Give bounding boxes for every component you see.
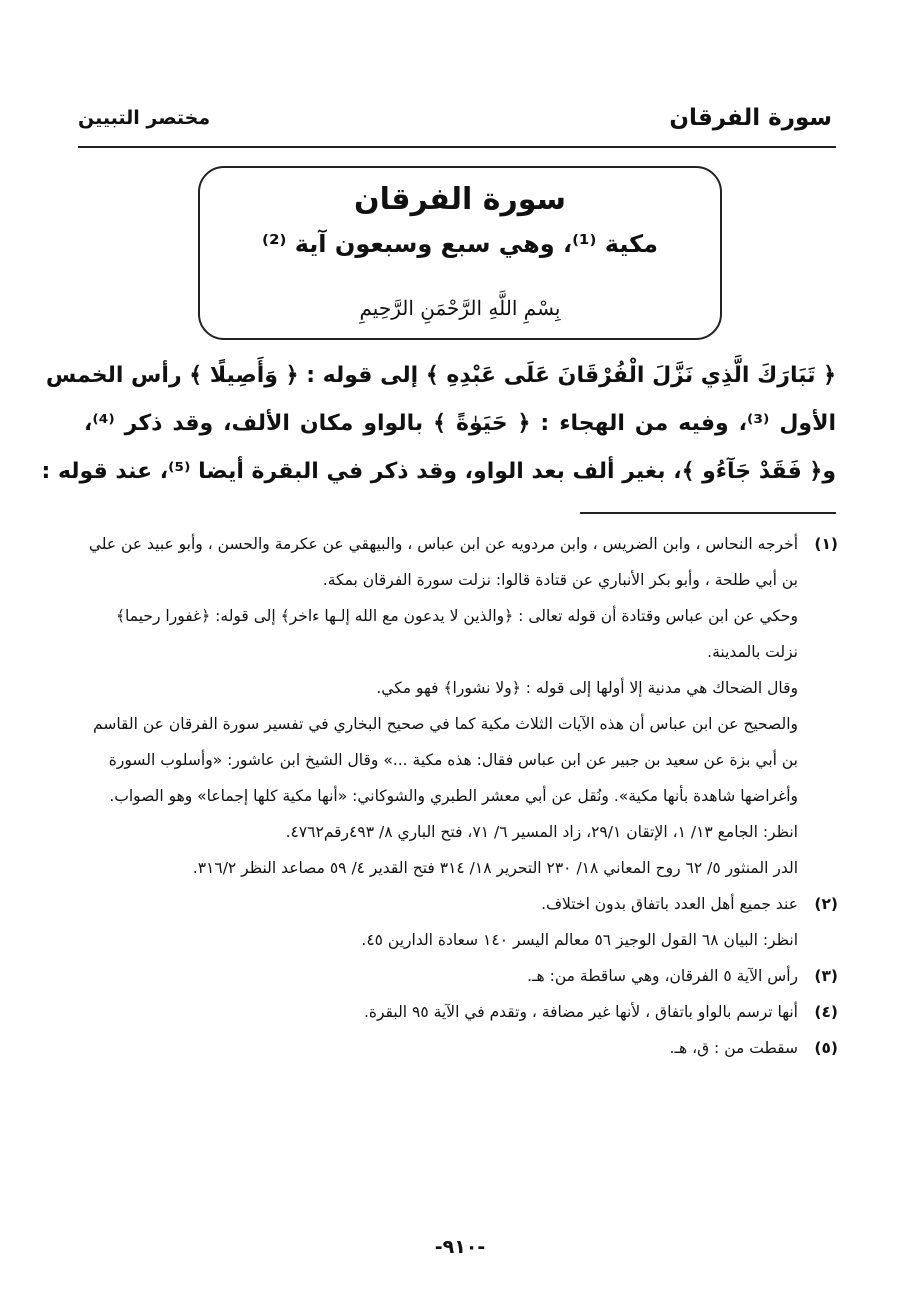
footnote-number: (٥) xyxy=(814,1039,838,1057)
footnote-paragraph: وقال الضحاك هي مدنية إلا أولها إلى قوله : ﴿ولا نشورا﴾ فهو مكي. xyxy=(376,679,798,697)
footnote-number: (٤) xyxy=(814,1003,838,1021)
footnote-3 xyxy=(80,958,838,994)
running-head xyxy=(78,98,832,138)
book-title-header: مختصر التبيين xyxy=(78,107,211,129)
surah-title: سورة الفرقان xyxy=(353,182,567,217)
footnote-paragraph: رأس الآية ٥ الفرقان، وهي ساقطة من: هـ. xyxy=(527,967,798,985)
footnote-paragraph: وحكي عن ابن عباس وقتادة أن قوله تعالى : ﴿والذين لا يدعون مع الله إلـها ءاخر﴾ إلى قوله: ﴿غفورا رحيما﴾ نزلت بالمدينة. xyxy=(115,607,798,661)
footnote-4 xyxy=(80,994,838,1030)
footnote-paragraph: الدر المنثور ٥/ ٦٢ روح المعاني ١٨/ ٢٣٠ التحرير ١٨/ ٣١٤ فتح القدير ٤/ ٥٩ مصاعد النظر ٣١٦/٢. xyxy=(192,859,798,877)
footnote-number: (٣) xyxy=(814,967,838,985)
footnotes xyxy=(80,526,838,1066)
footnote-paragraph: أخرجه النحاس ، وابن الضريس ، وابن مردويه عن ابن عباس ، والبيهقي عن عكرمة والحسن ، وأبو عبيد عن علي بن أبي طلحة ، وأبو بكر الأنباري عن قتادة قالوا: نزلت سورة الفرقان بمكة. xyxy=(88,535,798,589)
footnote-5 xyxy=(80,1030,838,1066)
header-divider xyxy=(78,146,836,148)
main-text-line: ﴿ تَبَارَكَ الَّذِي نَزَّلَ الْفُرْقَانَ عَلَى عَبْدِهِ ﴾ إلى قوله : ﴿ وَأَصِيلًا ﴾ رأس الخمس xyxy=(45,363,836,388)
page-number: -٩١٠- xyxy=(434,1236,486,1258)
surah-name-header: سورة الفرقان xyxy=(669,105,832,131)
basmala: بِسْمِ اللَّهِ الرَّحْمَنِ الرَّحِيمِ xyxy=(359,296,561,320)
surah-subtitle: مكية ⁽¹⁾، وهي سبع وسبعون آية ⁽²⁾ xyxy=(262,230,658,258)
footnote-paragraph: عند جميع أهل العدد باتفاق بدون اختلاف. xyxy=(541,895,798,913)
main-text-line: و﴿ فَقَدْ جَآءُو ﴾، بغير ألف بعد الواو، وقد ذكر في البقرة أيضا ⁽⁵⁾، عند قوله : xyxy=(41,459,836,484)
footnote-1 xyxy=(80,526,838,598)
main-text xyxy=(41,352,837,496)
footnote-paragraph: انظر: البيان ٦٨ القول الوجيز ٥٦ معالم اليسر ١٤٠ سعادة الدارين ٤٥. xyxy=(361,931,798,949)
footnote-paragraph: سقطت من : ق، هـ. xyxy=(669,1039,798,1057)
footnote-divider xyxy=(580,512,836,514)
footnote-number: (٢) xyxy=(814,895,838,913)
footnote-paragraph: والصحيح عن ابن عباس أن هذه الآيات الثلاث مكية كما في صحيح البخاري في تفسير سورة الفرقان عن القاسم بن أبي بزة عن سعيد بن جبير عن ابن عباس فقال: هذه مكية ...» وقال الشيخ ابن عاشور: «وأسلوب السورة وأغراضها شاهدة بأنها مكية». ونُقل عن أبي معشر الطبري والشوكاني: «أنها مكية كلها إجماعا» وهو الصواب. انظر: الجامع ١٣/ ١، الإتقان ٢٩/١، زاد المسير ٦/ ٧١، فتح الباري ٨/ ٤٩٣رقم٤٧٦٢. xyxy=(93,715,798,841)
footnote-paragraph: أنها ترسم بالواو باتفاق ، لأنها غير مضافة ، وتقدم في الآية ٩٥ البقرة. xyxy=(363,1003,798,1021)
footnote-number: (١) xyxy=(814,535,838,553)
footnote-2 xyxy=(80,886,838,958)
main-text-line: الأول ⁽³⁾، وفيه من الهجاء : ﴿ حَيَوٰةً ﴾ بالواو مكان الألف، وقد ذكر ⁽⁴⁾، xyxy=(84,411,837,436)
surah-title-box xyxy=(198,166,722,340)
